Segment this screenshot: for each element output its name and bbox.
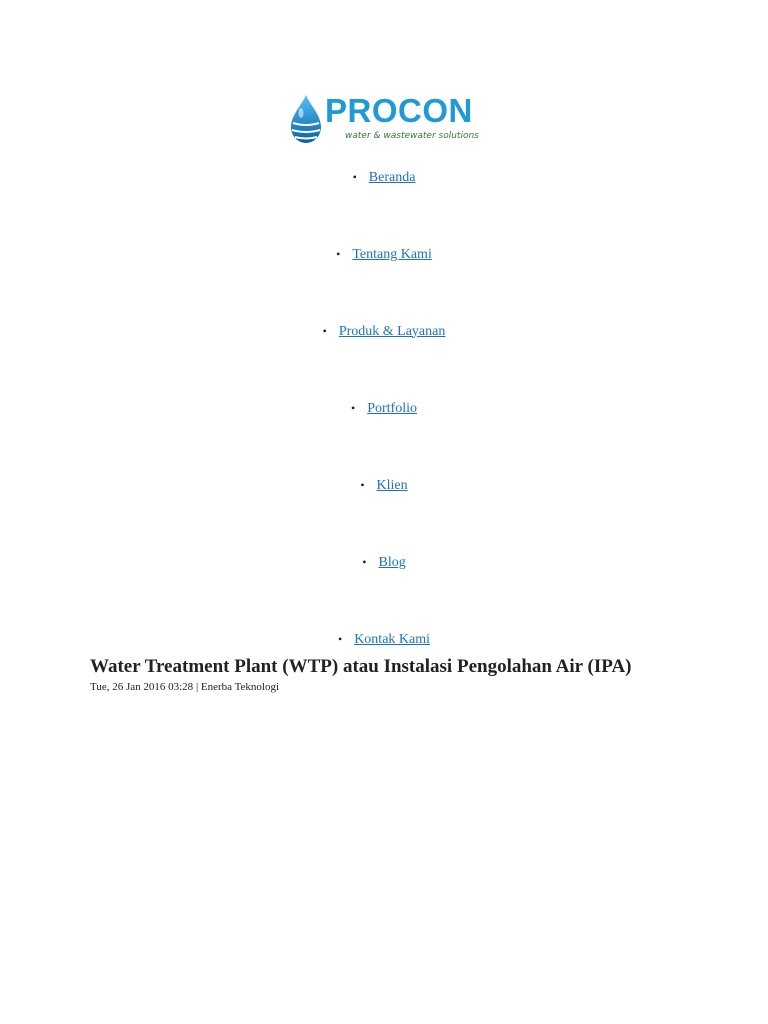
- post-title: Water Treatment Plant (WTP) atau Instalasi Pengolahan Air (IPA): [90, 656, 632, 677]
- nav-item-tentang-kami: [0, 216, 768, 293]
- post-date: Tue, 26 Jan 2016 03:28: [90, 681, 194, 693]
- nav-link-tentang-kami[interactable]: Tentang Kami: [352, 246, 432, 262]
- nav-item-klien: [0, 447, 768, 524]
- post-author: Enerba Teknologi: [200, 681, 280, 693]
- meta-separator: |: [195, 681, 199, 693]
- logo-wordmark: PROCON: [325, 92, 473, 129]
- bullet-icon: •: [351, 401, 356, 415]
- nav-item-beranda: [0, 139, 768, 216]
- logo-text: [325, 92, 479, 141]
- nav-link-portfolio[interactable]: Portfolio: [367, 400, 417, 416]
- nav-item-blog: [0, 524, 768, 601]
- main-nav: [0, 139, 768, 678]
- nav-item-portfolio: [0, 370, 768, 447]
- bullet-icon: •: [337, 632, 343, 646]
- nav-link-kontak-kami[interactable]: Kontak Kami: [354, 631, 431, 647]
- nav-item-produk-layanan: [0, 293, 768, 370]
- post-meta: [90, 681, 279, 693]
- nav-link-blog[interactable]: Blog: [378, 554, 406, 570]
- water-drop-icon: [289, 93, 323, 145]
- nav-link-produk-layanan[interactable]: Produk & Layanan: [338, 323, 446, 339]
- bullet-icon: •: [362, 555, 367, 569]
- bullet-icon: •: [336, 247, 341, 261]
- bullet-icon: •: [360, 478, 365, 492]
- nav-link-klien[interactable]: Klien: [376, 477, 408, 493]
- nav-link-beranda[interactable]: Beranda: [368, 169, 416, 185]
- logo-tagline: water & wastewater solutions: [345, 131, 479, 141]
- bullet-icon: •: [352, 170, 357, 184]
- bullet-icon: •: [322, 324, 327, 338]
